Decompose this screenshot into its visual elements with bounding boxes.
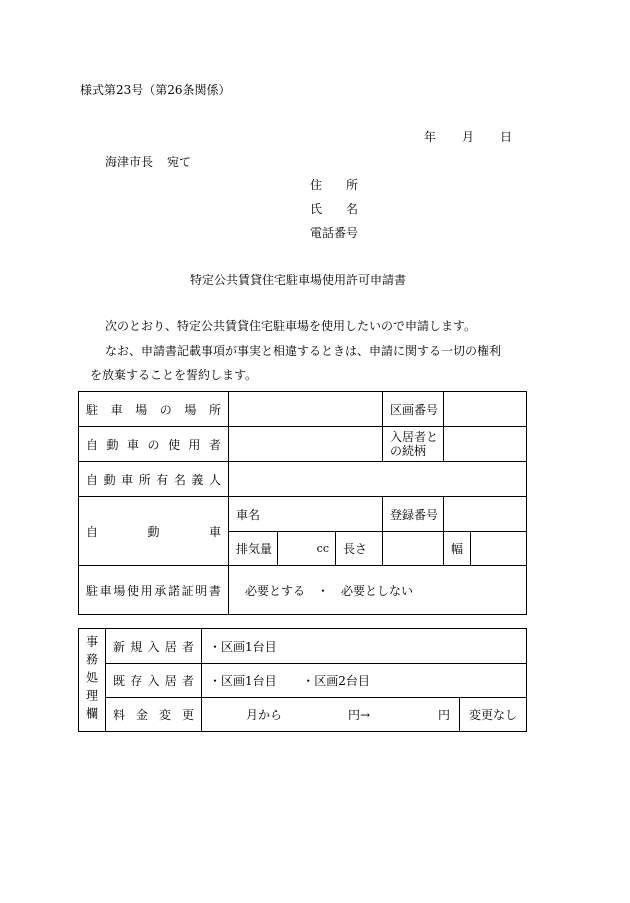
body-line-2: なお、申請書記載事項が事実と相違するときは、申請に関する一切の権利 (105, 344, 502, 358)
office-use-label: 事務処理欄 (79, 629, 106, 732)
relation-field[interactable] (444, 427, 527, 462)
parking-location-label: 駐 車 場 の 場 所 (79, 392, 229, 427)
yen-text: 円 (438, 708, 451, 722)
existing-tenant-option-2[interactable]: ・区画2台目 (302, 674, 370, 688)
addressee-suffix: 宛て (167, 155, 192, 169)
car-user-label: 自 動 車 の 使 用 者 (79, 427, 229, 462)
date-day: 日 (500, 130, 513, 144)
relation-label (383, 427, 444, 462)
applicant-name-label: 氏 名 (310, 202, 359, 216)
car-label: 自 動 車 (79, 497, 229, 566)
yen-arrow-text: 円→ (348, 708, 371, 722)
fee-change-field[interactable] (202, 698, 460, 732)
relation-label-line1: 入居者と (390, 430, 439, 444)
application-table (78, 391, 527, 615)
section-number-label: 区画番号 (383, 392, 444, 427)
body-line-3: を放棄することを誓約します。 (90, 368, 258, 382)
car-owner-label: 自 動 車 所 有 名 義 人 (79, 462, 229, 497)
date-year: 年 (424, 130, 437, 144)
section-number-field[interactable] (444, 392, 527, 427)
no-change-option[interactable]: 変更なし (460, 698, 527, 732)
registration-number-label: 登録番号 (383, 497, 444, 532)
addressee-name: 海津市長 (105, 155, 154, 169)
form-number: 様式第23号（第26条関係） (80, 83, 231, 97)
from-month-text: 月から (246, 708, 283, 722)
fee-change-label: 料 金 変 更 (106, 698, 202, 732)
approval-cert-label: 駐 車 場 使 用 承 諾 証 明 書 (79, 566, 229, 615)
car-user-field[interactable] (229, 427, 383, 462)
applicant-phone-label: 電話番号 (310, 226, 359, 240)
new-tenant-label: 新 規 入 居 者 (106, 629, 202, 664)
displacement-field[interactable] (278, 532, 336, 566)
parking-location-field[interactable] (229, 392, 383, 427)
width-field[interactable] (471, 532, 527, 566)
existing-tenant-label: 既 存 入 居 者 (106, 664, 202, 698)
cc-unit: cc (316, 542, 329, 555)
length-field[interactable] (383, 532, 444, 566)
existing-tenant-option-1[interactable]: ・区画1台目 (209, 674, 277, 688)
relation-label-line2: の続柄 (390, 444, 427, 458)
car-owner-field[interactable] (229, 462, 527, 497)
length-label: 長さ (336, 532, 383, 566)
date-month: 月 (462, 130, 475, 144)
page-title: 特定公共賃貸住宅駐車場使用許可申請書 (190, 273, 407, 287)
applicant-address-label: 住 所 (310, 178, 359, 192)
office-use-table (78, 628, 527, 732)
width-label: 幅 (444, 532, 471, 566)
car-name-label: 車名 (229, 497, 383, 532)
registration-number-field[interactable] (444, 497, 527, 532)
existing-tenant-options (202, 664, 527, 698)
approval-options[interactable]: 必要とする ・ 必要としない (229, 566, 527, 615)
body-line-1: 次のとおり、特定公共賃貸住宅駐車場を使用したいので申請します。 (105, 319, 477, 333)
displacement-label: 排気量 (229, 532, 278, 566)
new-tenant-option[interactable]: ・区画1台目 (202, 629, 527, 664)
